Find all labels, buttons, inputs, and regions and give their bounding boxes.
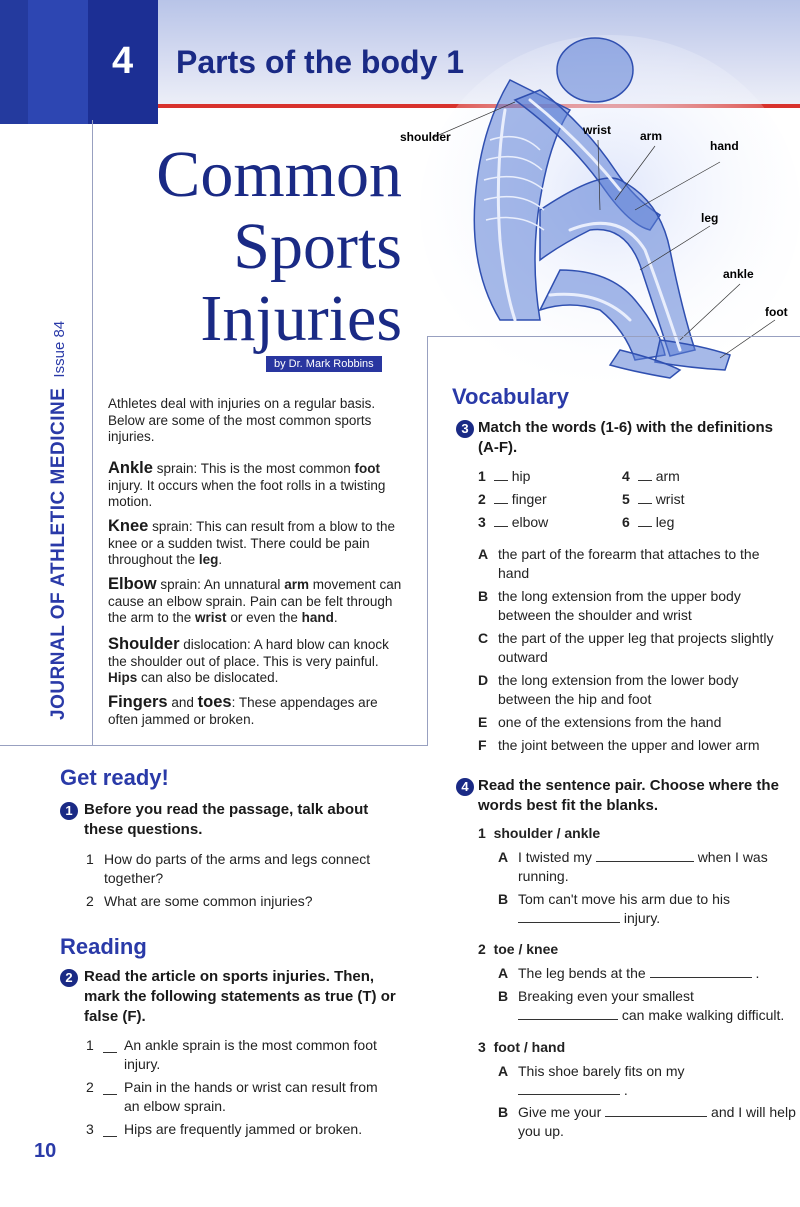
sentence-item: B Give me your and I will help you up. [498, 1104, 796, 1139]
sentence-item: B Tom can't move his arm due to his injury. [498, 891, 730, 926]
journal-issue: Issue 84 [51, 320, 68, 378]
header-block [28, 0, 88, 124]
sentence-item: A The leg bends at the . [498, 965, 760, 981]
unit-title: Parts of the body 1 [176, 44, 465, 80]
definition-item: B the long extension from the upper body between the shoulder and wrist [478, 588, 741, 623]
article-paragraph-knee: Knee sprain: This can result from a blow to the knee or a sudden twist. There could be pain throughout the leg. [108, 517, 395, 567]
exercise-3-instruction: 3 Match the words (1-6) with the definitions (A-F). [456, 418, 792, 458]
journal-name: JOURNAL OF ATHLETIC MEDICINE [48, 387, 69, 720]
journal-masthead [48, 321, 70, 720]
section-heading-reading: Reading [60, 934, 147, 959]
article-divider [427, 336, 800, 337]
answer-blank[interactable] [518, 1007, 618, 1020]
sentence-item: A This shoe barely fits on my . [498, 1063, 685, 1098]
answer-blank[interactable] [518, 1082, 620, 1095]
answer-blank[interactable] [650, 965, 752, 978]
answer-blank[interactable] [103, 1040, 117, 1053]
answer-blank[interactable] [494, 514, 508, 527]
article-divider [92, 120, 93, 746]
exercise-4-instruction: 4 Read the sentence pair. Choose where the words best fit the blanks. [456, 776, 796, 816]
article-divider [0, 745, 428, 746]
word-item: 6 leg [622, 514, 675, 530]
pair-heading: 3 foot / hand [478, 1039, 566, 1055]
answer-blank[interactable] [494, 491, 508, 504]
definition-item: E one of the extensions from the hand [478, 714, 722, 730]
sentence-item: B Breaking even your smallest can make walking difficult. [498, 988, 785, 1023]
word-item: 5 wrist [622, 491, 685, 507]
article-paragraph-elbow: Elbow sprain: An unnatural arm movement can cause an elbow sprain. Pain can be felt through the arm to the wrist or even the hand. [108, 575, 402, 625]
question-item: 1 How do parts of the arms and legs connect together? [86, 851, 371, 886]
label-shoulder: shoulder [400, 130, 451, 144]
label-leg: leg [701, 211, 719, 225]
label-foot: foot [765, 305, 788, 319]
header-block [0, 0, 28, 124]
statement-item: 3 Hips are frequently jammed or broken. [86, 1121, 363, 1137]
exercise-1-instruction: 1 Before you read the passage, talk about these questions. [60, 800, 400, 840]
answer-blank[interactable] [518, 910, 620, 923]
skeleton-illustration [400, 20, 800, 380]
page-number: 10 [34, 1140, 57, 1162]
definition-item: A the part of the forearm that attaches to the hand [478, 546, 760, 581]
answer-blank[interactable] [494, 468, 508, 481]
definition-item: F the joint between the upper and lower arm [478, 737, 760, 753]
exercise-number-badge: 1 [60, 802, 78, 820]
word-item: 4 arm [622, 468, 680, 484]
label-ankle: ankle [723, 267, 754, 281]
section-heading-vocabulary: Vocabulary [452, 384, 569, 409]
article-paragraph-ankle: Ankle sprain: This is the most common foot injury. It occurs when the foot rolls in a twisting motion. [108, 459, 386, 509]
label-hand: hand [710, 139, 739, 153]
word-item: 1 hip [478, 468, 531, 484]
answer-blank[interactable] [596, 849, 694, 862]
exercise-2-instruction: 2 Read the article on sports injuries. Then, mark the following statements as true (T) or false (F). [60, 967, 400, 1027]
article-paragraph-fingers: Fingers and toes: These appendages are often jammed or broken. [108, 693, 378, 727]
label-arm: arm [640, 129, 663, 143]
section-heading-get-ready: Get ready! [60, 765, 169, 790]
unit-number: 4 [112, 40, 134, 82]
article-title-line: Sports [233, 210, 402, 283]
exercise-number-badge: 4 [456, 778, 474, 796]
exercise-number-badge: 2 [60, 969, 78, 987]
byline: by Dr. Mark Robbins [266, 356, 382, 372]
answer-blank[interactable] [605, 1104, 707, 1117]
statement-item: 2 Pain in the hands or wrist can result from an elbow sprain. [86, 1079, 378, 1114]
article-intro: Athletes deal with injuries on a regular basis. Below are some of the most common sports injuries. [108, 396, 376, 444]
pair-heading: 1 shoulder / ankle [478, 825, 601, 841]
answer-blank[interactable] [638, 468, 652, 481]
word-item: 2 finger [478, 491, 547, 507]
article-divider [427, 336, 428, 746]
article-title-line: Injuries [200, 282, 402, 355]
question-item: 2 What are some common injuries? [86, 893, 313, 909]
statement-item: 1 An ankle sprain is the most common foot injury. [86, 1037, 377, 1072]
definition-item: D the long extension from the lower body between the hip and foot [478, 672, 739, 707]
definition-item: C the part of the upper leg that projects slightly outward [478, 630, 774, 665]
answer-blank[interactable] [638, 514, 652, 527]
answer-blank[interactable] [638, 491, 652, 504]
article-title-line: Common [156, 138, 402, 211]
answer-blank[interactable] [103, 1082, 117, 1095]
word-item: 3 elbow [478, 514, 549, 530]
article-paragraph-shoulder: Shoulder dislocation: A hard blow can knock the shoulder out of place. This is very painful. Hips can also be dislocated. [108, 635, 389, 685]
sentence-item: A I twisted my when I was running. [498, 849, 768, 884]
answer-blank[interactable] [103, 1124, 117, 1137]
pair-heading: 2 toe / knee [478, 941, 559, 957]
label-wrist: wrist [583, 123, 612, 137]
exercise-number-badge: 3 [456, 420, 474, 438]
